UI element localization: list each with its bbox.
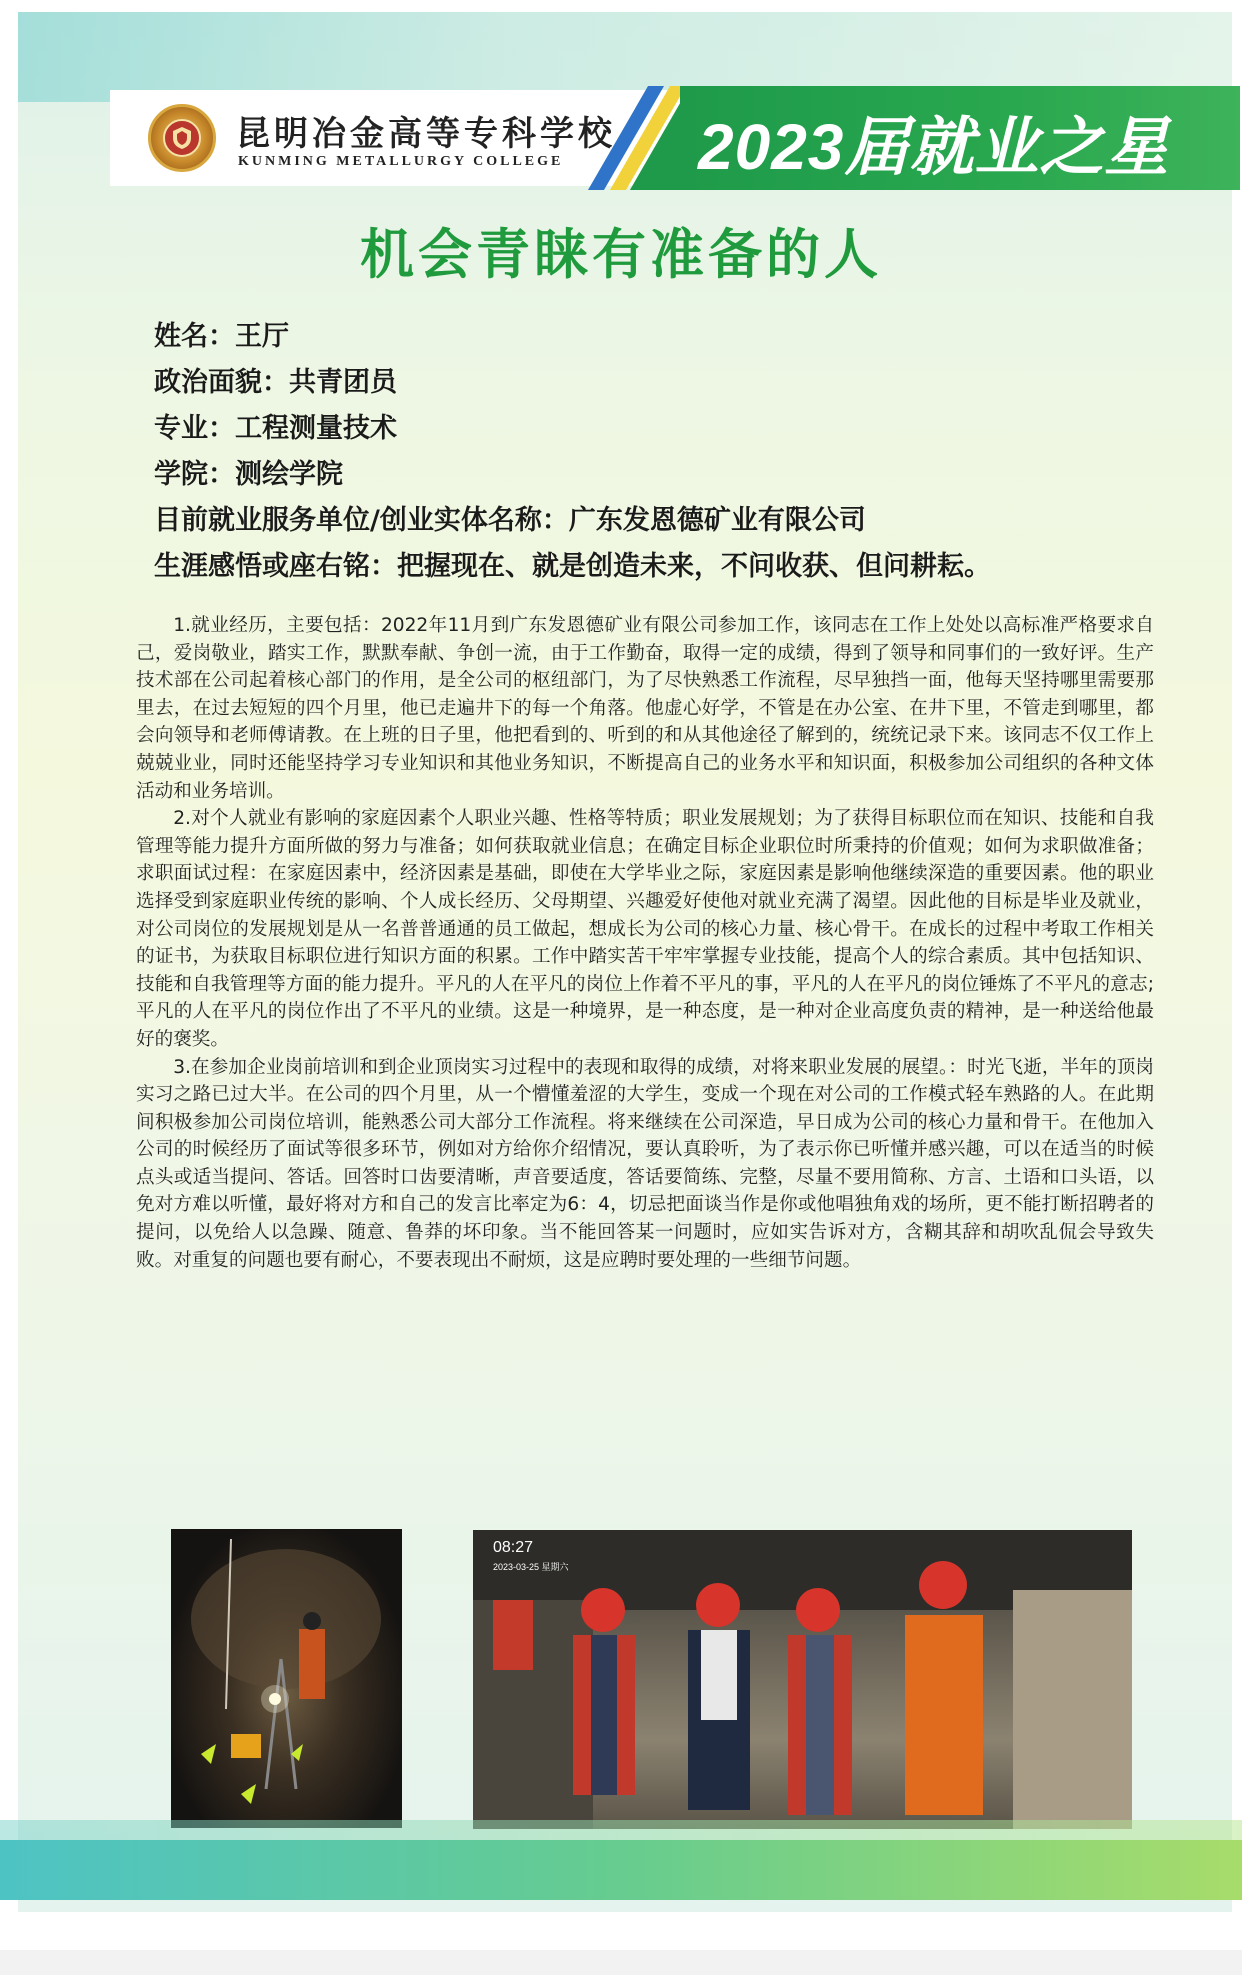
info-employer: 目前就业服务单位/创业实体名称：广东发恩德矿业有限公司 xyxy=(154,505,866,536)
photo-team-underground xyxy=(473,1530,1132,1829)
paragraph-employment-experience: 1.就业经历，主要包括：2022年11月到广东发恩德矿业有限公司参加工作，该同志在工作上处处以高标准严格要求自己，爱岗敬业，踏实工作，默默奉献、争创一流，由于工作勤奋，取得一定的成绩，得到了领导和同事们的一致好评。生产技术部在公司起着核心部门的作用，是全公司的枢纽部门，为了尽快熟悉工作流程，尽早独挡一面，他每天坚持哪里需要那里去，在过去短短的四个月里，他已走遍井下的每一个角落。他虚心好学，不管是在办公室、在井下里，不管走到哪里，都会向领导和老师傅请教。在上班的日子里，他把看到的、听到的和从其他途径了解到的，统统记录下来。该同志不仅工作上兢兢业业，同时还能坚持学习专业知识和其他业务知识，不断提高自己的业务水平和知识面，积极参加公司组织的各种文体活动和业务培训。 xyxy=(136,615,1154,802)
article-body xyxy=(136,612,1154,1274)
info-political-status: 政治面貌：共青团员 xyxy=(154,367,397,398)
paragraph-internship-outlook: 3.在参加企业岗前培训和到企业顶岗实习过程中的表现和取得的成绩，对将来职业发展的展望。：时光飞逝，半年的顶岗实习之路已过大半。在公司的四个月里，从一个懵懂羞涩的大学生，变成一个现在对公司的工作模式轻车熟路的人。在此期间积极参加公司岗位培训，能熟悉公司大部分工作流程。将来继续在公司深造，早日成为公司的核心力量和骨干。在他加入公司的时候经历了面试等很多环节，例如对方给你介绍情况，要认真聆听，为了表示你已听懂并感兴趣，可以在适当的时候点头或适当提问、答话。回答时口齿要清晰，声音要适度，答话要简练、完整，尽量不要用简称、方言、土语和口头语，以免对方难以听懂，最好将对方和自己的发言比率定为6：4，切忌把面谈当作是你或他唱独角戏的场所，更不能打断招聘者的提问，以免给人以急躁、随意、鲁莽的坏印象。当不能回答某一问题时，应如实告诉对方，含糊其辞和胡吹乱侃会导致失败。对重复的问题也要有耐心，不要表现出不耐烦，这是应聘时要处理的一些细节问题。 xyxy=(136,1056,1154,1271)
photo-time: 08:27 xyxy=(493,1539,534,1556)
main-heading: 机会青睐有准备的人 xyxy=(360,223,882,286)
info-major: 专业：工程测量技术 xyxy=(154,413,397,444)
school-emblem-icon xyxy=(148,104,216,172)
info-motto: 生涯感悟或座右铭：把握现在、就是创造未来，不问收获、但问耕耘。 xyxy=(154,551,991,582)
info-name: 姓名：王厅 xyxy=(154,321,289,352)
paragraph-career-planning: 2.对个人就业有影响的家庭因素个人职业兴趣、性格等特质；职业发展规划；为了获得目标职位而在知识、技能和自我管理等能力提升方面所做的努力与准备；如何获取就业信息；在确定目标企业职位时所秉持的价值观；如何为求职做准备；求职面试过程：在家庭因素中，经济因素是基础，即使在大学毕业之际，家庭因素是影响他继续深造的重要因素。他的职业选择受到家庭职业传统的影响、个人成长经历、父母期望、兴趣爱好使他对就业充满了渴望。因此他的目标是毕业及就业，对公司岗位的发展规划是从一名普普通通的员工做起，想成长为公司的核心力量、核心骨干。在成长的过程中考取工作相关的证书，为获取目标职位进行知识方面的积累。工作中踏实苦干牢牢掌握专业技能，提高个人的综合素质。其中包括知识、技能和自我管理等方面的能力提升。平凡的人在平凡的岗位上作着不平凡的事，平凡的人在平凡的岗位锤炼了不平凡的意志;平凡的人在平凡的岗位作出了不平凡的业绩。这是一种境界，是一种态度，是一种对企业高度负责的精神，是一种送给他最好的褒奖。 xyxy=(136,808,1154,1050)
emblem-center xyxy=(163,119,201,157)
school-name-cn: 昆明冶金高等专科学校 xyxy=(236,114,616,154)
profile-info xyxy=(154,314,991,590)
photo-mine-survey xyxy=(171,1529,402,1828)
page-footer xyxy=(0,1950,1242,1975)
info-college: 学院：测绘学院 xyxy=(154,459,343,490)
shield-icon xyxy=(169,125,195,151)
bottom-decoration xyxy=(0,1840,1242,1900)
employment-star-title: 2023届就业之星 xyxy=(698,111,1170,183)
photo-date: 2023-03-25 星期六 xyxy=(493,1562,569,1572)
school-name-en: KUNMING METALLURGY COLLEGE xyxy=(238,154,564,169)
